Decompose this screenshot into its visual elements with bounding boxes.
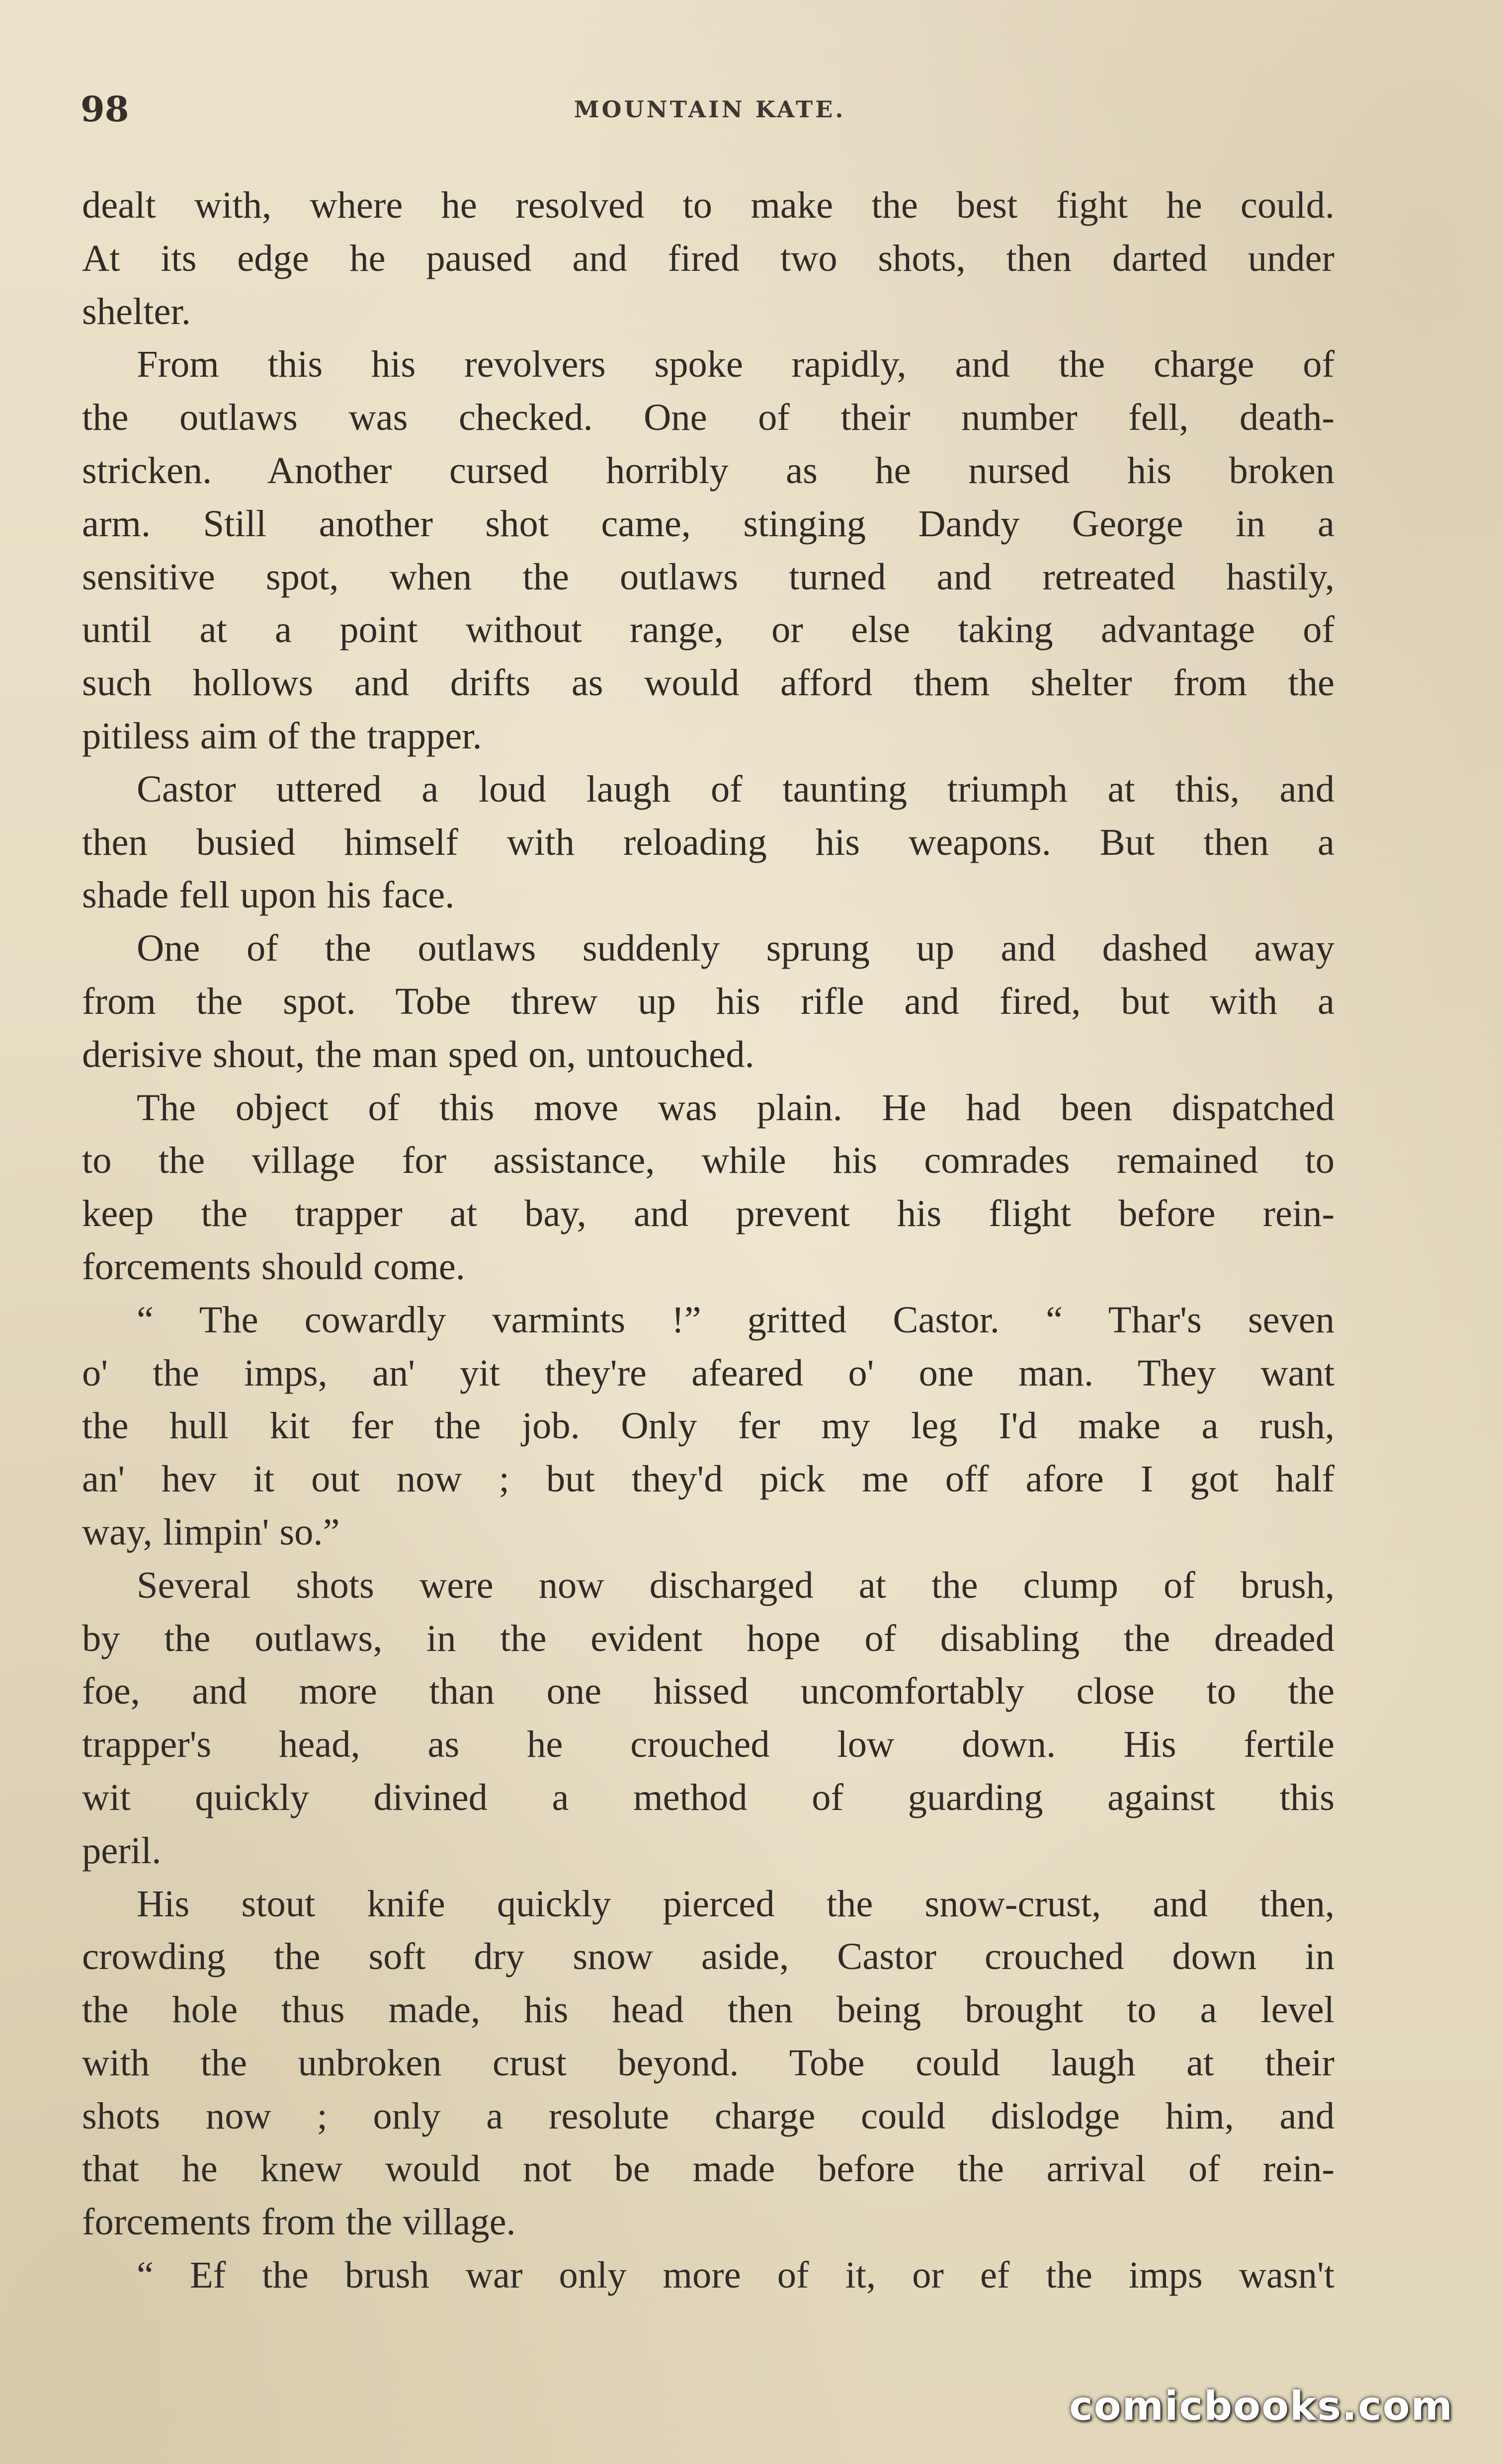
body-text xyxy=(82,179,1335,2302)
text-line: shade fell upon his face. xyxy=(82,874,455,916)
site-watermark: comicbooks.com xyxy=(1069,2383,1453,2429)
text-line: pitiless aim of the trapper. xyxy=(82,714,482,757)
text-line: arm. Still another shot came, stinging Dandy George in a xyxy=(82,502,1335,545)
text-line: From this his revolvers spoke rapidly, and the charge of xyxy=(137,343,1335,386)
text-line: the outlaws was checked. One of their number fell, death- xyxy=(82,396,1335,439)
text-line: One of the outlaws suddenly sprung up and dashed away xyxy=(137,927,1335,970)
text-line: to the village for assistance, while his comrades remained to xyxy=(82,1139,1335,1182)
text-line: Castor uttered a loud laugh of taunting triumph at this, and xyxy=(137,767,1335,810)
page-number: 98 xyxy=(81,88,129,130)
text-line: wit quickly divined a method of guarding against this xyxy=(82,1776,1335,1818)
text-line: shelter. xyxy=(82,290,191,332)
text-line: forcements from the village. xyxy=(82,2201,516,2243)
text-line: by the outlaws, in the evident hope of disabling the dreaded xyxy=(82,1617,1335,1659)
text-line: the hull kit fer the job. Only fer my leg I'd make a rush, xyxy=(82,1404,1335,1447)
text-line: o' the imps, an' yit they're afeared o' one man. They want xyxy=(82,1351,1335,1394)
text-line: foe, and more than one hissed uncomfortably close to the xyxy=(82,1670,1335,1713)
text-line: sensitive spot, when the outlaws turned and retreated hastily, xyxy=(82,555,1335,598)
text-line: stricken. Another cursed horribly as he nursed his broken xyxy=(82,449,1335,492)
text-line: an' hev it out now ; but they'd pick me off afore I got half xyxy=(82,1458,1335,1500)
text-line: derisive shout, the man sped on, untouched. xyxy=(82,1033,754,1075)
text-line: peril. xyxy=(82,1829,162,1872)
text-line: trapper's head, as he crouched low down. His fertile xyxy=(82,1723,1335,1766)
text-line: shots now ; only a resolute charge could dislodge him, and xyxy=(82,2094,1335,2137)
text-line: such hollows and drifts as would afford them shelter from the xyxy=(82,661,1335,704)
text-line: “ The cowardly varmints !” gritted Castor. “ Thar's seven xyxy=(137,1298,1335,1341)
text-line: forcements should come. xyxy=(82,1245,465,1288)
text-line: the hole thus made, his head then being brought to a level xyxy=(82,1988,1335,2031)
text-line: At its edge he paused and fired two shots, then darted under xyxy=(82,237,1335,279)
page-header xyxy=(81,82,1339,137)
text-line: “ Ef the brush war only more of it, or ef the imps wasn't xyxy=(137,2254,1335,2297)
text-line: Several shots were now discharged at the clump of brush, xyxy=(137,1563,1335,1606)
text-line: keep the trapper at bay, and prevent his flight before rein- xyxy=(82,1192,1335,1235)
text-line: crowding the soft dry snow aside, Castor crouched down in xyxy=(82,1935,1335,1978)
text-line: from the spot. Tobe threw up his rifle and fired, but with a xyxy=(82,980,1335,1022)
text-line: with the unbroken crust beyond. Tobe could laugh at their xyxy=(82,2041,1335,2084)
text-line: His stout knife quickly pierced the snow-crust, and then, xyxy=(137,1882,1335,1925)
text-line: The object of this move was plain. He had been dispatched xyxy=(137,1086,1335,1129)
text-line: that he knew would not be made before the arrival of rein- xyxy=(82,2147,1335,2190)
text-line: until at a point without range, or else taking advantage of xyxy=(82,608,1335,651)
text-line: dealt with, where he resolved to make the best fight he could. xyxy=(82,184,1335,226)
text-line: then busied himself with reloading his weapons. But then a xyxy=(82,821,1335,863)
running-head: MOUNTAIN KATE. xyxy=(574,96,846,123)
text-line: way, limpin' so.” xyxy=(82,1510,340,1553)
